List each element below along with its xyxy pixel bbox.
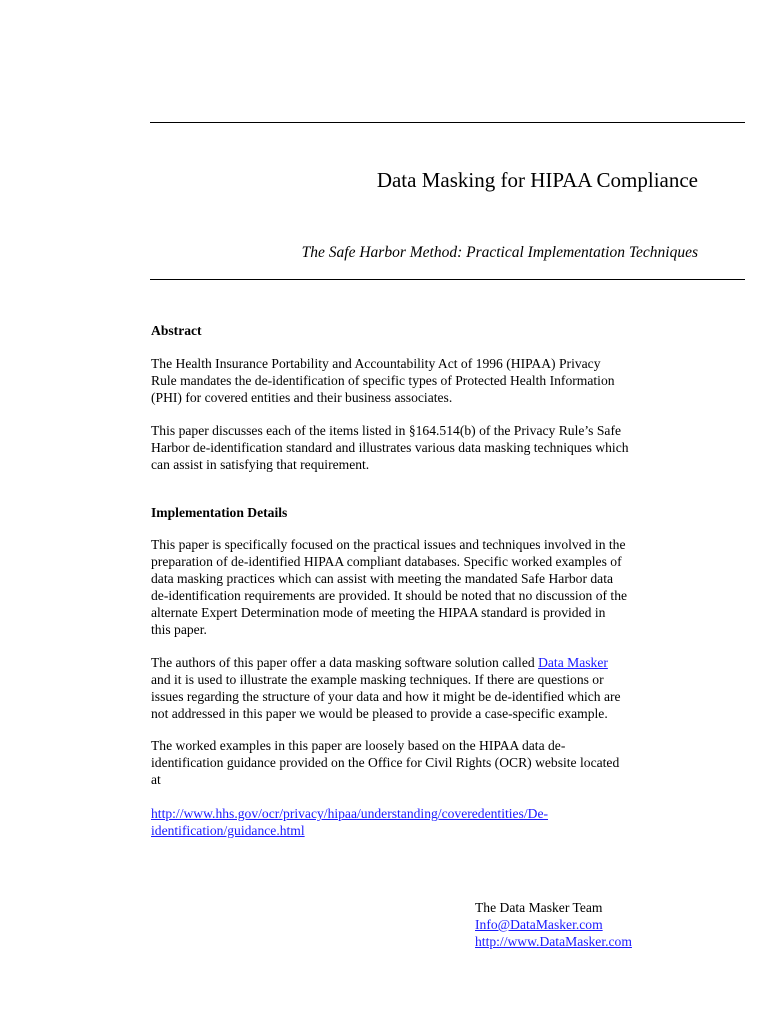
implementation-paragraph-3 [151, 737, 711, 788]
text-line: Rule mandates the de-identification of specific types of Protected Health Information [151, 373, 615, 388]
implementation-paragraph-2 [151, 654, 711, 722]
text-line: not addressed in this paper we would be pleased to provide a case-specific example. [151, 706, 608, 721]
text-line: and it is used to illustrate the example masking techniques. If there are questions or [151, 672, 604, 687]
text-line: data masking practices which can assist with meeting the mandated Safe Harbor data [151, 571, 614, 586]
signature-block [475, 899, 735, 950]
website-link[interactable]: http://www.DataMasker.com [475, 934, 632, 949]
text-line: can assist in satisfying that requirement. [151, 457, 370, 472]
text-line: The worked examples in this paper are loosely based on the HIPAA data de- [151, 738, 566, 753]
email-link[interactable]: Info@DataMasker.com [475, 917, 603, 932]
text-line: This paper is specifically focused on the practical issues and techniques involved in the [151, 537, 626, 552]
ocr-guidance-link-line[interactable]: http://www.hhs.gov/ocr/privacy/hipaa/understanding/coveredentities/De- [151, 806, 549, 821]
abstract-paragraph-1 [151, 355, 711, 406]
top-divider [150, 122, 745, 123]
document-title: Data Masking for HIPAA Compliance [376, 168, 698, 192]
text-line: This paper discusses each of the items listed in §164.514(b) of the Privacy Rule’s Safe [151, 423, 622, 438]
text-line: preparation of de-identified HIPAA compliant databases. Specific worked examples of [151, 554, 622, 569]
text-line: at [151, 772, 161, 787]
text-line: identification guidance provided on the Office for Civil Rights (OCR) website located [151, 755, 620, 770]
text-fragment: The authors of this paper offer a data masking software solution called [151, 655, 539, 670]
team-name: The Data Masker Team [475, 900, 603, 915]
text-line: de-identification requirements are provided. It should be noted that no discussion of the [151, 588, 628, 603]
text-line: issues regarding the structure of your data and how it might be de-identified which are [151, 689, 621, 704]
implementation-paragraph-1 [151, 536, 711, 638]
abstract-heading: Abstract [151, 323, 202, 338]
text-line: (PHI) for covered entities and their business associates. [151, 390, 453, 405]
bottom-divider [150, 279, 745, 280]
text-line: this paper. [151, 622, 207, 637]
text-line: The Health Insurance Portability and Accountability Act of 1996 (HIPAA) Privacy [151, 356, 601, 371]
abstract-paragraph-2 [151, 422, 711, 473]
ocr-guidance-link[interactable] [151, 805, 711, 839]
implementation-heading: Implementation Details [151, 505, 288, 520]
ocr-guidance-link-line[interactable]: identification/guidance.html [151, 823, 305, 838]
text-line: Harbor de-identification standard and illustrates various data masking techniques which [151, 440, 629, 455]
data-masker-link[interactable]: Data Masker [538, 655, 608, 670]
text-line [151, 654, 711, 671]
document-subtitle: The Safe Harbor Method: Practical Implementation Techniques [301, 244, 698, 261]
text-line: alternate Expert Determination mode of meeting the HIPAA standard is provided in [151, 605, 606, 620]
